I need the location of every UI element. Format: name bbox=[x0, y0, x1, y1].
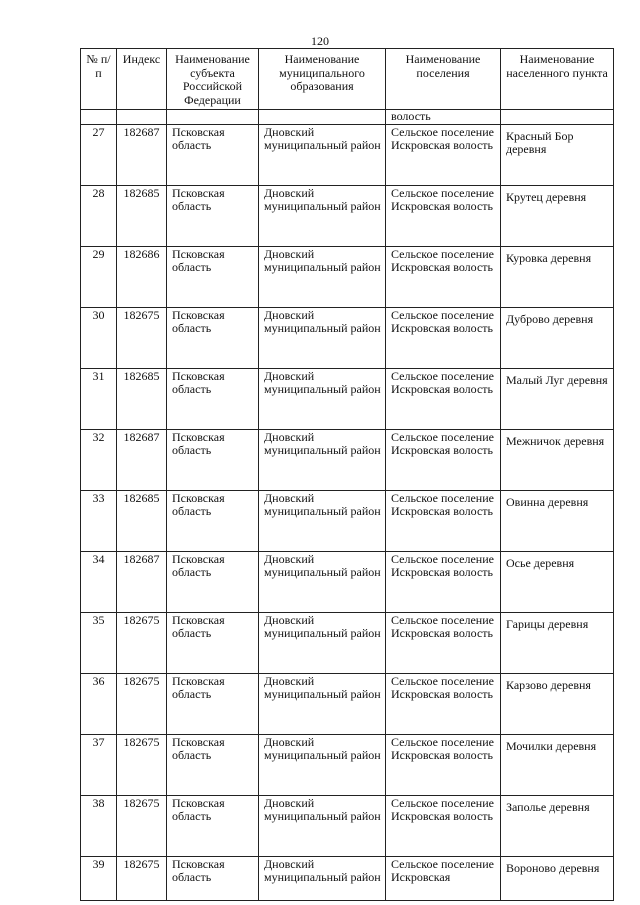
cell-subject: Псковская область bbox=[167, 368, 259, 429]
cell-num: 33 bbox=[81, 490, 117, 551]
cell-subject: Псковская область bbox=[167, 490, 259, 551]
table-body bbox=[81, 110, 614, 901]
header-locality: Наименование населенного пункта bbox=[501, 49, 614, 110]
cell-locality: Заполье деревня bbox=[501, 795, 614, 856]
cell-index: 182686 bbox=[117, 246, 167, 307]
cell-index: 182675 bbox=[117, 856, 167, 900]
cell-num bbox=[81, 110, 117, 125]
cell-settlement: Сельское поселение Искровская волость bbox=[386, 551, 501, 612]
cell-settlement: Сельское поселение Искровская волость bbox=[386, 429, 501, 490]
header-settlement: Наименование поселения bbox=[386, 49, 501, 110]
cell-num: 31 bbox=[81, 368, 117, 429]
cell-municipality: Дновский муниципальный район bbox=[259, 612, 386, 673]
table-row bbox=[81, 368, 614, 429]
cell-index: 182675 bbox=[117, 795, 167, 856]
cell-settlement: Сельское поселение Искровская волость bbox=[386, 612, 501, 673]
cell-num: 29 bbox=[81, 246, 117, 307]
cell-locality: Красный Бор деревня bbox=[501, 124, 614, 185]
cell-locality: Межничок деревня bbox=[501, 429, 614, 490]
cell-subject: Псковская область bbox=[167, 246, 259, 307]
header-index: Индекс bbox=[117, 49, 167, 110]
cell-locality: Мочилки деревня bbox=[501, 734, 614, 795]
table-row bbox=[81, 429, 614, 490]
header-subject: Наименование субъекта Российской Федерации bbox=[167, 49, 259, 110]
cell-locality: Карзово деревня bbox=[501, 673, 614, 734]
cell-index: 182675 bbox=[117, 612, 167, 673]
cell-num: 38 bbox=[81, 795, 117, 856]
cell-municipality: Дновский муниципальный район bbox=[259, 429, 386, 490]
header-num: № п/п bbox=[81, 49, 117, 110]
cell-locality: Дуброво деревня bbox=[501, 307, 614, 368]
cell-subject: Псковская область bbox=[167, 429, 259, 490]
cell-municipality bbox=[259, 110, 386, 125]
cell-num: 37 bbox=[81, 734, 117, 795]
cell-num: 32 bbox=[81, 429, 117, 490]
cell-num: 35 bbox=[81, 612, 117, 673]
table-row bbox=[81, 795, 614, 856]
cell-locality: Осье деревня bbox=[501, 551, 614, 612]
cell-settlement: Сельское поселение Искровская волость bbox=[386, 490, 501, 551]
cell-settlement: Сельское поселение Искровская волость bbox=[386, 734, 501, 795]
cell-municipality: Дновский муниципальный район bbox=[259, 856, 386, 900]
cell-subject: Псковская область bbox=[167, 124, 259, 185]
cell-index: 182685 bbox=[117, 490, 167, 551]
cell-index: 182675 bbox=[117, 307, 167, 368]
table-row bbox=[81, 856, 614, 900]
cell-settlement: Сельское поселение Искровская волость bbox=[386, 185, 501, 246]
cell-num: 36 bbox=[81, 673, 117, 734]
cell-municipality: Дновский муниципальный район bbox=[259, 124, 386, 185]
cell-municipality: Дновский муниципальный район bbox=[259, 368, 386, 429]
table-row bbox=[81, 185, 614, 246]
cell-index: 182685 bbox=[117, 368, 167, 429]
cell-subject: Псковская область bbox=[167, 856, 259, 900]
cell-subject: Псковская область bbox=[167, 673, 259, 734]
cell-municipality: Дновский муниципальный район bbox=[259, 673, 386, 734]
cell-index: 182675 bbox=[117, 734, 167, 795]
cell-num: 27 bbox=[81, 124, 117, 185]
table-header-row bbox=[81, 49, 614, 110]
table-row bbox=[81, 490, 614, 551]
cell-subject: Псковская область bbox=[167, 551, 259, 612]
cell-municipality: Дновский муниципальный район bbox=[259, 307, 386, 368]
cell-locality: Куровка деревня bbox=[501, 246, 614, 307]
cell-index: 182675 bbox=[117, 673, 167, 734]
table-row bbox=[81, 734, 614, 795]
cell-municipality: Дновский муниципальный район bbox=[259, 185, 386, 246]
cell-num: 28 bbox=[81, 185, 117, 246]
cell-settlement: Сельское поселение Искровская волость bbox=[386, 673, 501, 734]
cell-index: 182687 bbox=[117, 551, 167, 612]
cell-subject: Псковская область bbox=[167, 795, 259, 856]
cell-locality: Гарицы деревня bbox=[501, 612, 614, 673]
cell-municipality: Дновский муниципальный район bbox=[259, 246, 386, 307]
cell-num: 30 bbox=[81, 307, 117, 368]
cell-num: 34 bbox=[81, 551, 117, 612]
cell-locality: Овинна деревня bbox=[501, 490, 614, 551]
cell-subject bbox=[167, 110, 259, 125]
cell-locality: Вороново деревня bbox=[501, 856, 614, 900]
cell-municipality: Дновский муниципальный район bbox=[259, 551, 386, 612]
cell-index: 182687 bbox=[117, 124, 167, 185]
cell-locality: Малый Луг деревня bbox=[501, 368, 614, 429]
cell-municipality: Дновский муниципальный район bbox=[259, 795, 386, 856]
cell-subject: Псковская область bbox=[167, 307, 259, 368]
cell-index: 182685 bbox=[117, 185, 167, 246]
cell-settlement: Сельское поселение Искровская bbox=[386, 856, 501, 900]
table-row bbox=[81, 673, 614, 734]
cell-settlement: Сельское поселение Искровская волость bbox=[386, 246, 501, 307]
table-row bbox=[81, 124, 614, 185]
table-row bbox=[81, 307, 614, 368]
cell-subject: Псковская область bbox=[167, 734, 259, 795]
cell-settlement: Сельское поселение Искровская волость bbox=[386, 795, 501, 856]
cell-subject: Псковская область bbox=[167, 185, 259, 246]
header-municipality: Наименование муниципального образования bbox=[259, 49, 386, 110]
cell-settlement: Сельское поселение Искровская волость bbox=[386, 124, 501, 185]
table-header bbox=[81, 49, 614, 110]
cell-locality: Крутец деревня bbox=[501, 185, 614, 246]
cell-municipality: Дновский муниципальный район bbox=[259, 734, 386, 795]
table-row bbox=[81, 612, 614, 673]
cell-settlement: волость bbox=[386, 110, 501, 125]
cell-subject: Псковская область bbox=[167, 612, 259, 673]
cell-num: 39 bbox=[81, 856, 117, 900]
table-row bbox=[81, 246, 614, 307]
cell-index bbox=[117, 110, 167, 125]
table-row bbox=[81, 551, 614, 612]
cell-settlement: Сельское поселение Искровская волость bbox=[386, 368, 501, 429]
localities-table bbox=[80, 48, 614, 901]
page-number: 120 bbox=[311, 34, 329, 48]
cell-municipality: Дновский муниципальный район bbox=[259, 490, 386, 551]
cell-index: 182687 bbox=[117, 429, 167, 490]
cell-settlement: Сельское поселение Искровская волость bbox=[386, 307, 501, 368]
continuation-row bbox=[81, 110, 614, 125]
cell-locality bbox=[501, 110, 614, 125]
